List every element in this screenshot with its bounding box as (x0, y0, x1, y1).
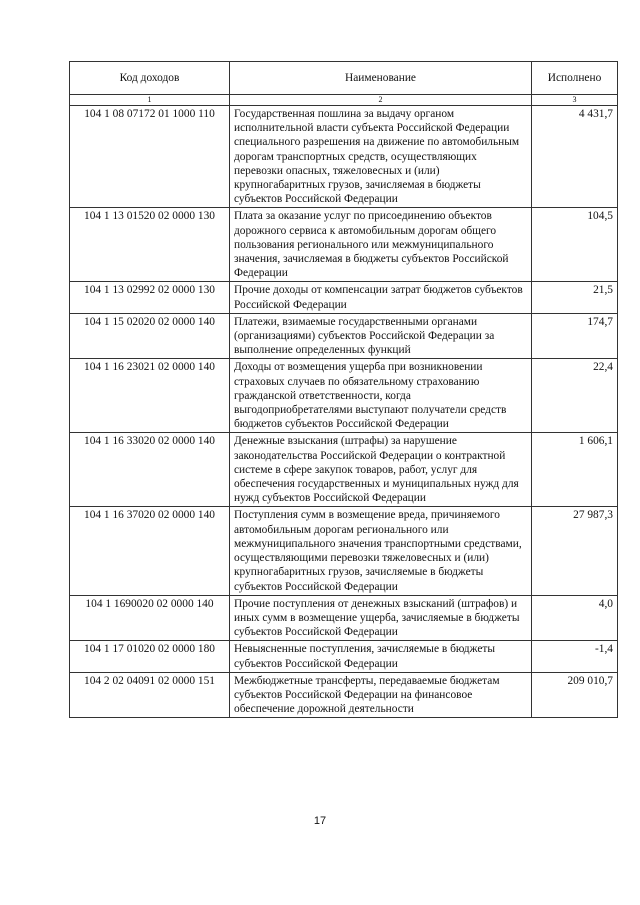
row-code: 104 1 16 37020 02 0000 140 (70, 507, 230, 595)
table-row (70, 595, 618, 641)
row-code: 104 1 13 01520 02 0000 130 (70, 208, 230, 282)
table-row (70, 672, 618, 718)
row-name: Невыясненные поступления, зачисляемые в бюджеты субъектов Российской Федерации (230, 641, 532, 672)
row-value: 104,5 (532, 208, 618, 282)
header-code: Код доходов (70, 62, 230, 95)
row-value: 21,5 (532, 282, 618, 313)
row-code: 104 1 16 23021 02 0000 140 (70, 359, 230, 433)
row-code: 104 1 13 02992 02 0000 130 (70, 282, 230, 313)
header-executed: Исполнено (532, 62, 618, 95)
page-number: 17 (313, 815, 327, 827)
table-row (70, 433, 618, 507)
table-row (70, 282, 618, 313)
row-code: 104 1 08 07172 01 1000 110 (70, 106, 230, 208)
table-row (70, 313, 618, 359)
row-name: Прочие поступления от денежных взысканий (штрафов) и иных сумм в возмещение ущерба, зачисляемые в бюджеты субъектов Российской Федерации (230, 595, 532, 641)
row-name: Доходы от возмещения ущерба при возникновении страховых случаев по обязательному страхованию гражданской ответственности, когда выгодоприобретателями выступают получатели средств бюджетов субъектов Российской Федерации (230, 359, 532, 433)
row-value: 4 431,7 (532, 106, 618, 208)
table-row (70, 507, 618, 595)
column-number-row (70, 95, 618, 106)
row-name: Межбюджетные трансферты, передаваемые бюджетам субъектов Российской Федерации на финансовое обеспечение дорожной деятельности (230, 672, 532, 718)
row-name: Прочие доходы от компенсации затрат бюджетов субъектов Российской Федерации (230, 282, 532, 313)
row-value: -1,4 (532, 641, 618, 672)
row-code: 104 1 1690020 02 0000 140 (70, 595, 230, 641)
table-row (70, 359, 618, 433)
row-code: 104 1 16 33020 02 0000 140 (70, 433, 230, 507)
revenue-table (69, 61, 618, 718)
row-value: 27 987,3 (532, 507, 618, 595)
table-row (70, 106, 618, 208)
table-row (70, 641, 618, 672)
row-value: 4,0 (532, 595, 618, 641)
row-value: 22,4 (532, 359, 618, 433)
header-name: Наименование (230, 62, 532, 95)
row-code: 104 1 15 02020 02 0000 140 (70, 313, 230, 359)
column-number: 1 (70, 95, 230, 106)
row-code: 104 2 02 04091 02 0000 151 (70, 672, 230, 718)
table-header-row (70, 62, 618, 95)
row-value: 209 010,7 (532, 672, 618, 718)
row-name: Денежные взыскания (штрафы) за нарушение законодательства Российской Федерации о контрактной системе в сфере закупок товаров, работ, услуг для обеспечения государственных и муниципальных нужд для нужд субъектов Российской Федерации (230, 433, 532, 507)
row-name: Платежи, взимаемые государственными органами (организациями) субъектов Российской Федерации за выполнение определенных функций (230, 313, 532, 359)
column-number: 3 (532, 95, 618, 106)
row-code: 104 1 17 01020 02 0000 180 (70, 641, 230, 672)
row-name: Поступления сумм в возмещение вреда, причиняемого автомобильным дорогам регионального или межмуниципального значения транспортными средствами, осуществляющими перевозки тяжеловесных и (или) крупногабаритных грузов, зачисляемые в бюджеты субъектов Российской Федерации (230, 507, 532, 595)
row-name: Государственная пошлина за выдачу органом исполнительной власти субъекта Российской Федерации специального разрешения на движение по автомобильным дорогам транспортных средств, осуществляющих перевозки опасных, тяжеловесных и (или) крупногабаритных грузов, зачисляемая в бюджеты субъектов Российской Федерации (230, 106, 532, 208)
row-name: Плата за оказание услуг по присоединению объектов дорожного сервиса к автомобильным дорогам общего пользования регионального или межмуниципального значения, зачисляемая в бюджеты субъектов Российской Федерации (230, 208, 532, 282)
row-value: 174,7 (532, 313, 618, 359)
table-row (70, 208, 618, 282)
row-value: 1 606,1 (532, 433, 618, 507)
column-number: 2 (230, 95, 532, 106)
